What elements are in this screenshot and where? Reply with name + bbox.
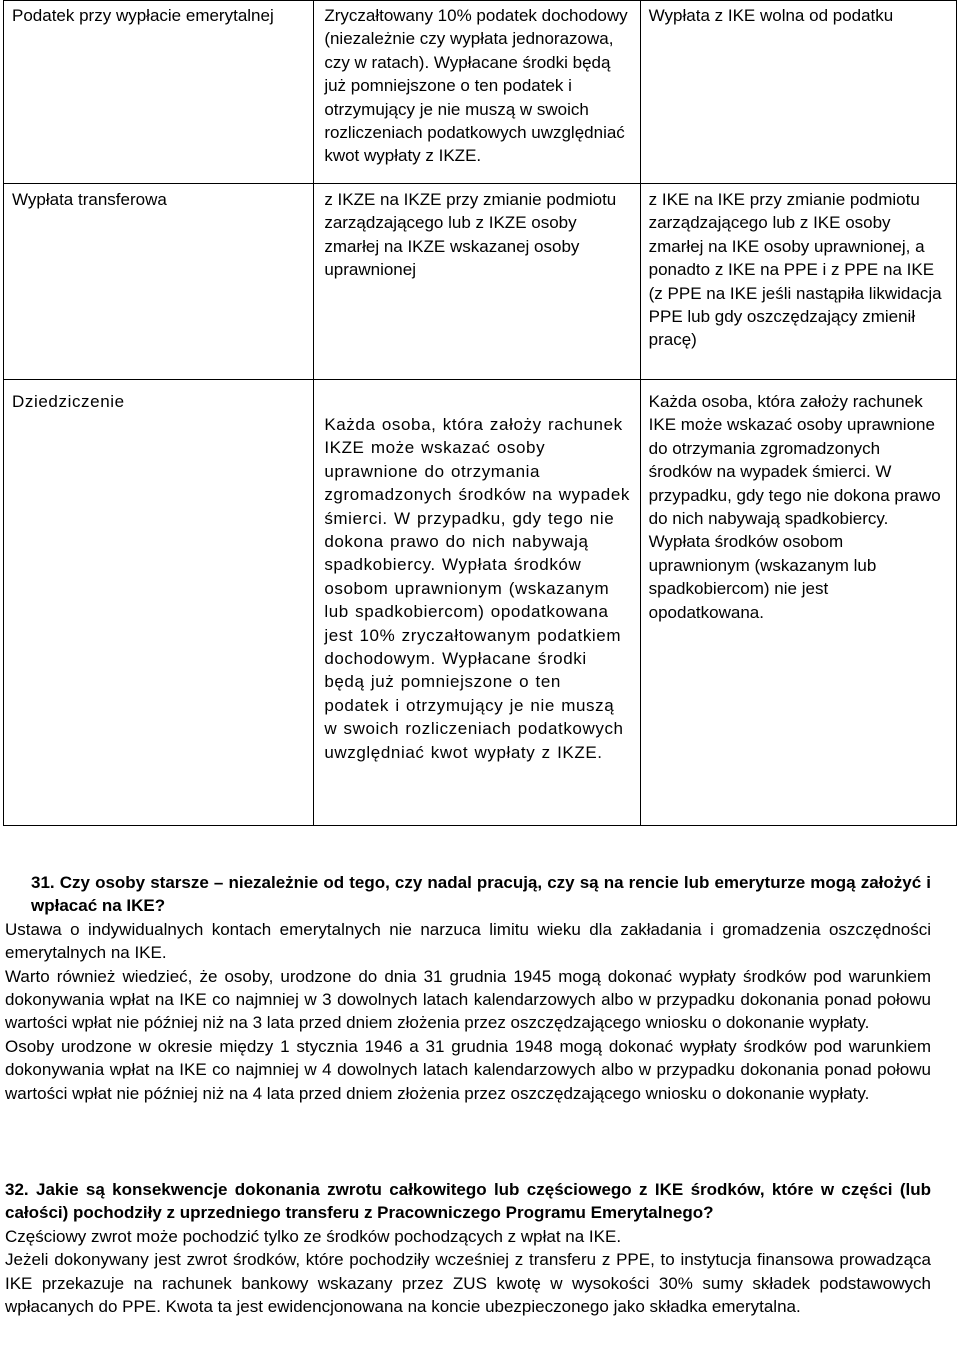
- question-31-section: [5, 871, 931, 1105]
- row-label: Dziedziczenie: [12, 392, 125, 411]
- answer-paragraph: Warto również wiedzieć, że osoby, urodzone do dnia 31 grudnia 1945 mogą dokonać wypłaty środków pod warunkiem dokonywania wpłat na IKE co najmniej w 3 dowolnych latach kalendarzowych albo w przypadku dokonania ponad połowu wartości wpłat nie później niż na 3 lata przed dniem złożenia przez oszczędzającego wniosku o dokonanie wypłaty.: [5, 966, 931, 1033]
- table-row: [4, 184, 957, 380]
- ikze-cell: [314, 184, 640, 380]
- ikze-cell: [314, 380, 640, 826]
- table-row: [4, 380, 957, 826]
- ikze-text: z IKZE na IKZE przy zmianie podmiotu zarządzającego lub z IKZE osoby zmarłej na IKZE wskazanej osoby uprawnionej: [324, 190, 617, 280]
- answer-paragraph: Osoby urodzone w okresie między 1 stycznia 1946 a 31 grudnia 1948 mogą dokonać wypłaty środków pod warunkiem dokonywania wpłat na IKE co najmniej w 4 dowolnych latach kalendarzowych albo w przypadku dokonania ponad połowu wartości wpłat nie później niż na 4 lata przed dniem złożenia przez oszczędzającego wniosku o dokonanie wypłaty.: [5, 1036, 931, 1103]
- ikze-text: Każda osoba, która założy rachunek IKZE może wskazać osoby uprawnione do otrzymania zgromadzonych środków na wypadek śmierci. W przypadku, gdy tego nie dokona prawo do nich nabywają spadkobiercy. Wypłata środków osobom uprawnionym (wskazanym lub spadkobiercom) opodatkowana jest 10% zryczałtowanym podatkiem dochodowym. Wypłacane środki będą już pomniejszone o ten podatek i otrzymujący je nie muszą w swoich rozliczeniach podatkowych uwzględniać kwot wypłaty z IKZE.: [324, 415, 630, 762]
- ikze-text: Zryczałtowany 10% podatek dochodowy (niezależnie czy wypłata jednorazowa, czy w ratach). Wypłacane środki będą już pomniejszone o ten podatek i otrzymujący je nie muszą w swoich rozliczeniach podatkowych uwzględniać kwot wypłaty z IKZE.: [324, 6, 628, 166]
- question-32-section: [5, 1178, 931, 1318]
- ike-text: Każda osoba, która założy rachunek IKE może wskazać osoby uprawnione do otrzymania zgromadzonych środków na wypadek śmierci. W przypadku, gdy tego nie dokona prawo do nich nabywają spadkobiercy. Wypłata środków osobom uprawnionym (wskazanym lub spadkobiercom) nie jest opodatkowana.: [648, 392, 941, 622]
- ikze-cell: [314, 1, 640, 184]
- row-label-cell: [4, 184, 314, 380]
- ike-text: z IKE na IKE przy zmianie podmiotu zarządzającego lub z IKE osoby zmarłej na IKE osoby uprawnionej, a ponadto z IKE na PPE i z PPE na IKE (z PPE na IKE jeśli nastąpiła likwidacja PPE lub gdy oszczędzający zmienił pracę): [648, 190, 942, 350]
- table-row: [4, 1, 957, 184]
- answer-paragraph: Jeżeli dokonywany jest zwrot środków, które pochodziły wcześniej z transferu z PPE, to instytucja finansowa prowadząca IKE przekazuje na rachunek bankowy wskazany przez ZUS kwotę w wysokości 30% sumy składek podstawowych wpłacanych do PPE. Kwota ta jest ewidencjonowana na koncie ubezpieczonego jako składka emerytalna.: [5, 1250, 931, 1317]
- ike-cell: [640, 380, 956, 826]
- row-label-cell: [4, 380, 314, 826]
- row-label: Wypłata transferowa: [12, 190, 167, 209]
- ike-cell: [640, 184, 956, 380]
- ike-text: Wypłata z IKE wolna od podatku: [648, 6, 894, 25]
- ike-cell: [640, 1, 956, 184]
- row-label-cell: [4, 1, 314, 184]
- answer-paragraph: Częściowy zwrot może pochodzić tylko ze środków pochodzących z wpłat na IKE.: [5, 1226, 622, 1246]
- question-32-heading: 32. Jakie są konsekwencje dokonania zwrotu całkowitego lub częściowego z IKE środków, które w części (lub całości) pochodziły z uprzedniego transferu z Pracowniczego Programu Emerytalnego?: [5, 1180, 931, 1223]
- answer-paragraph: Ustawa o indywidualnych kontach emerytalnych nie narzuca limitu wieku dla zakładania i gromadzenia oszczędności emerytalnych na IKE.: [5, 919, 931, 963]
- comparison-table: [3, 0, 957, 826]
- row-label: Podatek przy wypłacie emerytalnej: [12, 6, 274, 25]
- question-31-heading: 31. Czy osoby starsze – niezależnie od tego, czy nadal pracują, czy są na rencie lub emeryturze mogą założyć i wpłacać na IKE?: [31, 873, 931, 916]
